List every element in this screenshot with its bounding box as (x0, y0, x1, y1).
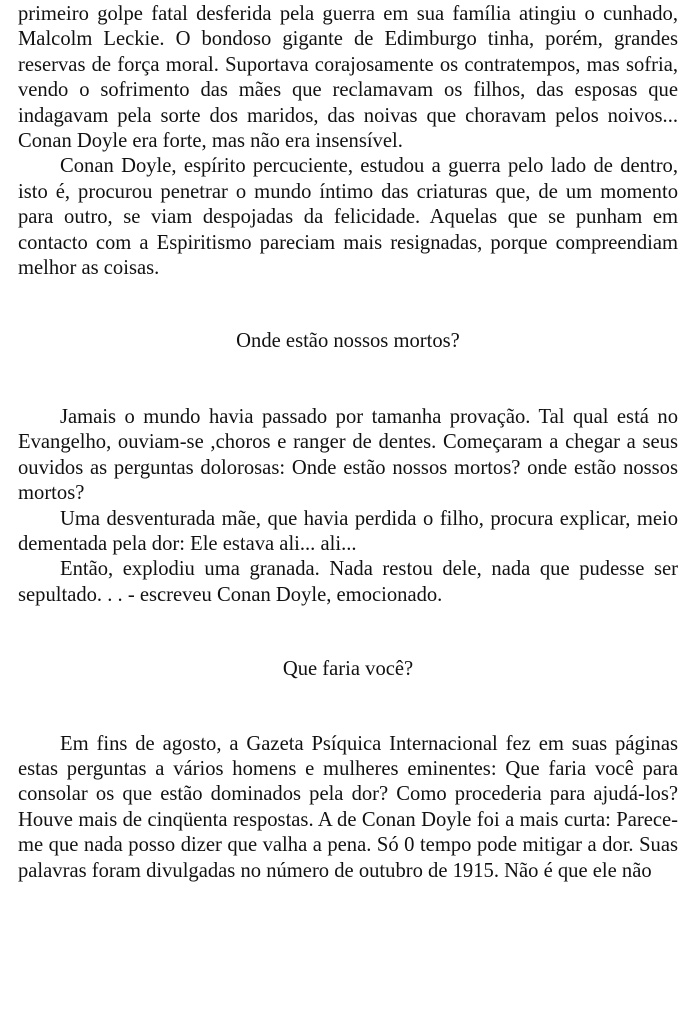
paragraph-continuation: primeiro golpe fatal desferida pela guerra em sua família atingiu o cunhado, Malcolm Leckie. O bondoso gigante de Edimburgo tinha, porém, grandes reservas de força moral. Suportava corajosamente os contratempos, mas sofria, vendo o sofrimento das mães que reclamavam os filhos, das esposas que indagavam pela sorte dos maridos, das noivas que choravam pelos noivos... Conan Doyle era forte, mas não era insensível. (18, 3, 678, 153)
paragraph-provacao: Jamais o mundo havia passado por tamanha provação. Tal qual está no Evangelho, ouviam-se ,choros e ranger de dentes. Começaram a chegar a seus ouvidos as perguntas dolorosas: Onde estão nossos mortos? onde estão nossos mortos? (18, 405, 678, 505)
section-spacer (18, 608, 678, 657)
section-spacer (18, 355, 678, 405)
section-heading-mortos: Onde estão nossos mortos? (236, 330, 460, 353)
section-spacer (18, 683, 678, 732)
paragraph-gazeta: Em fins de agosto, a Gazeta Psíquica Internacional fez em suas páginas estas perguntas a vários homens e mulheres eminentes: Que faria você para consolar os que estão dominados pela dor? Como procederia para ajudá-los? Houve mais de cinqüenta respostas. A de Conan Doyle foi a mais curta: Parece-me que nada posso dizer que valha a pena. Só 0 tempo pode mitigar a dor. Suas palavras foram divulgadas no número de outubro de 1915. Não é que ele não (18, 732, 678, 882)
paragraph-mae: Uma desventurada mãe, que havia perdida o filho, procura explicar, meio dementada pela dor: Ele estava ali... ali... (18, 507, 678, 555)
paragraph-war-study: Conan Doyle, espírito percuciente, estudou a guerra pelo lado de dentro, isto é, procurou penetrar o mundo íntimo das criaturas que, de um momento para outro, se viam despojadas da felicidade. Aquelas que se punham em contacto com a Espiritismo pareciam mais resignadas, porque compreendiam melhor as coisas. (18, 155, 678, 280)
paragraph-granada: Então, explodiu uma granada. Nada restou dele, nada que pudesse ser sepultado. . . - escreveu Conan Doyle, emocionado. (18, 558, 678, 606)
document-page (18, 2, 678, 884)
section-heading-que-faria: Que faria você? (282, 658, 414, 681)
section-spacer (18, 281, 678, 329)
